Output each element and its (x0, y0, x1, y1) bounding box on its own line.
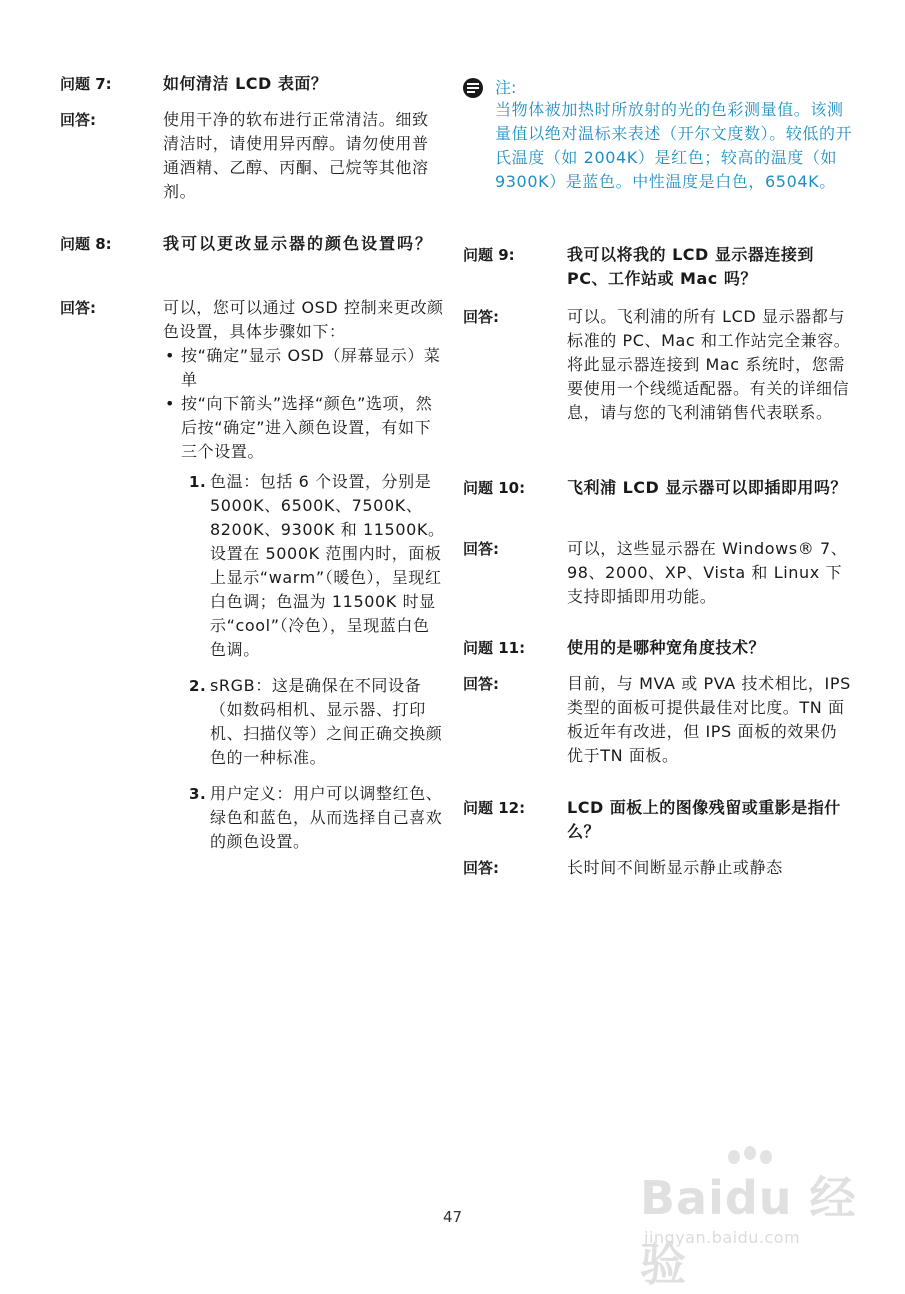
color-settings-list (163, 470, 445, 854)
bullet-item: • 按“向下箭头”选择“颜色”选项，然后按“确定”进入颜色设置，有如下三个设置。 (163, 392, 445, 464)
answer-label: 回答: (463, 308, 499, 326)
list-number: 1. (189, 473, 207, 491)
list-item-text: sRGB：这是确保在不同设备（如数码相机、显示器、打印机、扫描仪等）之间正确交换颜色的一种标准。 (210, 676, 443, 767)
answer-text: 长时间不间断显示静止或静态 (567, 858, 783, 877)
watermark-logo-text: Baidu 经验 (640, 1171, 857, 1291)
list-item (163, 782, 445, 854)
answer-text: 可以，这些显示器在 Windows® 7、98、2000、XP、Vista 和 Linux 下支持即插即用功能。 (567, 539, 848, 606)
question-label: 问题 9: (463, 246, 515, 264)
list-number: 3. (189, 785, 207, 803)
answer-text: 目前，与 MVA 或 PVA 技术相比，IPS 类型的面板可提供最佳对比度。TN 面板近年有改进，但 IPS 面板的效果仍优于TN 面板。 (567, 674, 851, 765)
question-text: 使用的是哪种宽角度技术？ (567, 638, 766, 657)
question-label: 问题 7: (60, 75, 112, 93)
question-label: 问题 10: (463, 479, 526, 497)
question-text: 如何清洁 LCD 表面？ (163, 74, 328, 93)
question-label: 问题 12: (463, 799, 526, 817)
bullet-item: • 按“确定”显示 OSD（屏幕显示）菜单 (163, 344, 445, 392)
question-text: 我可以更改显示器的颜色设置吗？ (163, 234, 434, 253)
answer-label: 回答: (463, 540, 499, 558)
question-text: LCD 面板上的图像残留或重影是指什么？ (567, 798, 841, 841)
answer-body (163, 296, 445, 866)
list-number: 2. (189, 677, 207, 695)
note-title: 注: (495, 78, 517, 97)
answer-intro: 可以，您可以通过 OSD 控制来更改颜色设置，具体步骤如下： (163, 298, 444, 341)
list-item-text: 色温：包括 6 个设置，分别是 5000K、6500K、7500K、8200K、9300K 和 11500K。设置在 5000K 范围内时，面板上显示“warm”（暖色），呈现红白色调；色温为 11500K 时显示“cool”（冷色），呈现蓝白色色调。 (210, 472, 445, 659)
question-label: 问题 11: (463, 639, 526, 657)
answer-label: 回答: (463, 859, 499, 877)
list-item-text: 用户定义：用户可以调整红色、绿色和蓝色，从而选择自己喜欢的颜色设置。 (210, 784, 443, 851)
note-icon (463, 78, 483, 98)
list-item (163, 470, 445, 662)
answer-text: 可以。飞利浦的所有 LCD 显示器都与标准的 PC、Mac 和工作站完全兼容。将此显示器连接到 Mac 系统时，您需要使用一个线缆适配器。有关的详细信息，请与您的飞利浦销售代表联系。 (567, 307, 851, 422)
baidu-watermark (640, 1150, 870, 1291)
page-number: 47 (442, 1208, 463, 1226)
answer-label: 回答: (60, 299, 96, 317)
answer-label: 回答: (463, 675, 499, 693)
note-text: 当物体被加热时所放射的光的色彩测量值。该测量值以绝对温标来表述（开尔文度数）。较低的开氏温度（如 2004K）是红色；较高的温度（如 9300K）是蓝色。中性温度是白色，6504K。 (495, 100, 853, 191)
watermark-url: jingyan.baidu.com (644, 1228, 801, 1247)
question-text: 飞利浦 LCD 显示器可以即插即用吗？ (567, 478, 847, 497)
question-label: 问题 8: (60, 235, 112, 253)
answer-label: 回答: (60, 111, 96, 129)
bullet-list (163, 344, 445, 464)
answer-text: 使用干净的软布进行正常清洁。细致清洁时，请使用异丙醇。请勿使用普通酒精、乙醇、丙酮、己烷等其他溶剂。 (163, 110, 429, 201)
question-text: 我可以将我的 LCD 显示器连接到 PC、工作站或 Mac 吗？ (567, 245, 814, 288)
list-item (163, 674, 445, 770)
